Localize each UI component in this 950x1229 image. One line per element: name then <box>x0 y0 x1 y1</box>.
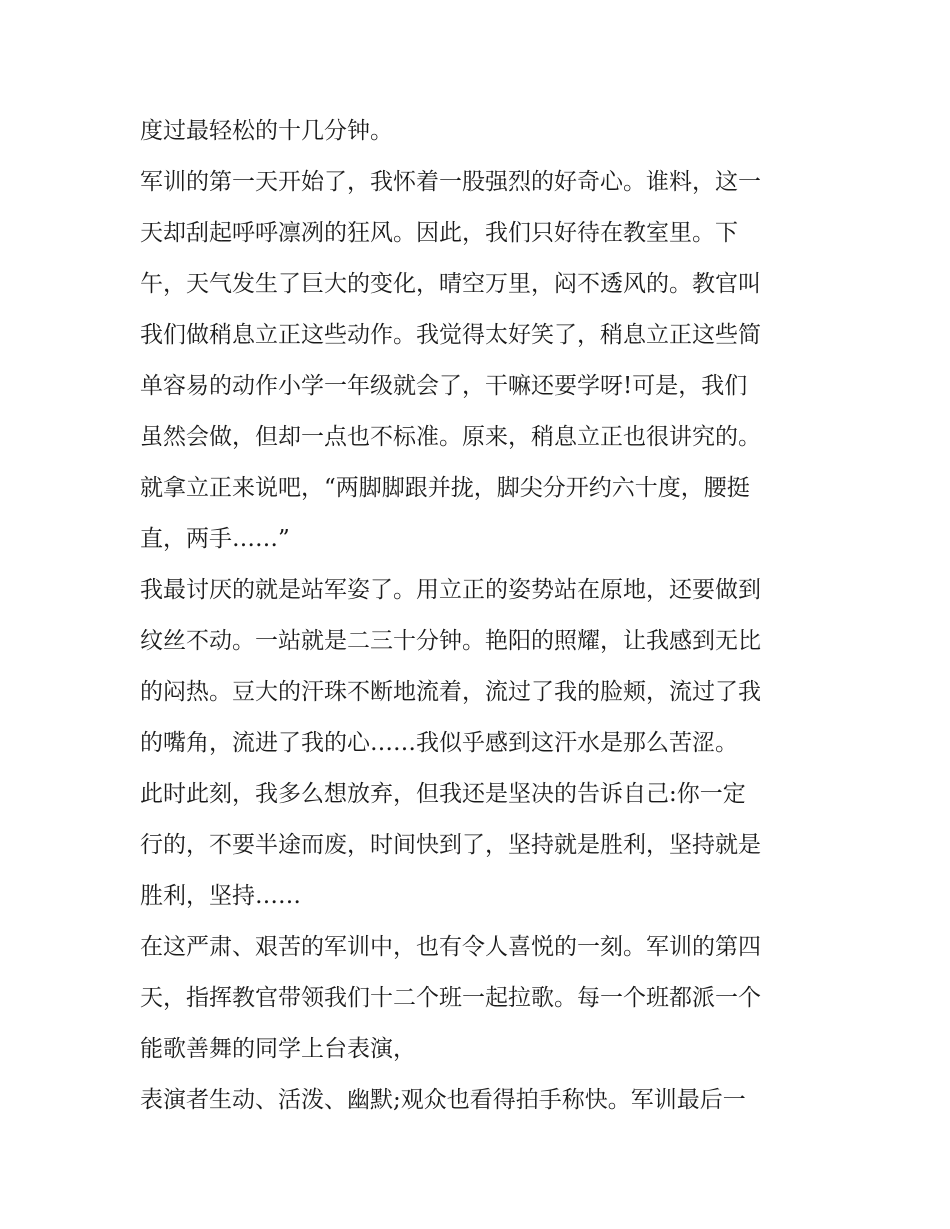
text-line: 就拿立正来说吧，“两脚脚跟并拢，脚尖分开约六十度，腰挺 <box>140 475 750 501</box>
text-line: 的嘴角，流进了我的心……我似乎感到这汗水是那么苦涩。 <box>140 730 738 756</box>
text-line: 单容易的动作小学一年级就会了，干嘛还要学呀!可是，我们 <box>140 373 748 399</box>
text-line: 能歌善舞的同学上台表演， <box>140 1036 416 1062</box>
text-line: 此时此刻，我多么想放弃，但我还是坚决的告诉自己:你一定 <box>140 781 746 807</box>
text-line: 直，两手……” <box>140 526 290 552</box>
text-line: 我最讨厌的就是站军姿了。用立正的姿势站在原地，还要做到 <box>140 577 761 603</box>
text-line: 纹丝不动。一站就是二三十分钟。艳阳的照耀，让我感到无比 <box>140 628 761 654</box>
text-line: 度过最轻松的十几分钟。 <box>140 118 393 144</box>
text-line: 军训的第一天开始了，我怀着一股强烈的好奇心。谁料，这一 <box>140 169 761 195</box>
body-text <box>140 106 820 1126</box>
text-line: 天却刮起呼呼凛冽的狂风。因此，我们只好待在教室里。下 <box>140 220 738 246</box>
text-line: 胜利，坚持…… <box>140 883 301 909</box>
text-line: 在这严肃、艰苦的军训中，也有令人喜悦的一刻。军训的第四 <box>140 934 761 960</box>
text-line: 午，天气发生了巨大的变化，晴空万里，闷不透风的。教官叫 <box>140 271 761 297</box>
text-line: 的闷热。豆大的汗珠不断地流着，流过了我的脸颊，流过了我 <box>140 679 761 705</box>
text-line: 我们做稍息立正这些动作。我觉得太好笑了，稍息立正这些简 <box>140 322 761 348</box>
text-line: 天，指挥教官带领我们十二个班一起拉歌。每一个班都派一个 <box>140 985 761 1011</box>
text-line: 表演者生动、活泼、幽默;观众也看得拍手称快。军训最后一 <box>140 1087 746 1113</box>
text-line: 行的，不要半途而废，时间快到了，坚持就是胜利，坚持就是 <box>140 832 761 858</box>
text-line: 虽然会做，但却一点也不标准。原来，稍息立正也很讲究的。 <box>140 424 761 450</box>
